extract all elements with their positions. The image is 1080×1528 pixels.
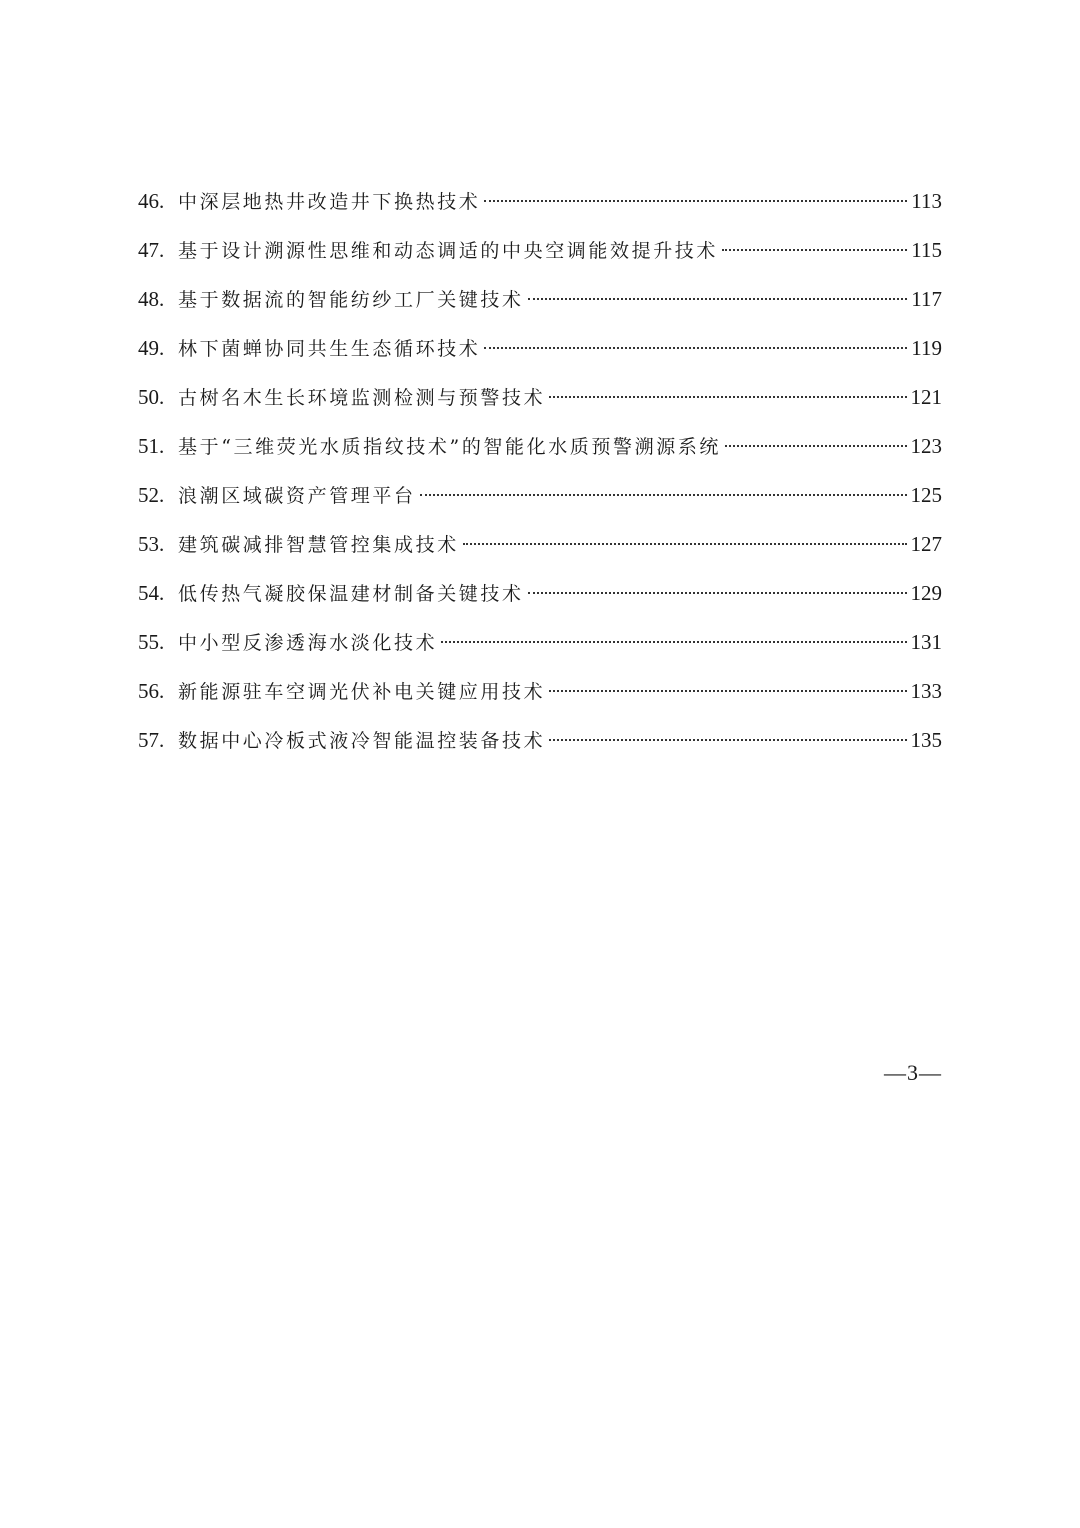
toc-entry-page: 129	[910, 581, 942, 605]
toc-entry-page: 117	[911, 287, 942, 311]
toc-entry-page: 113	[911, 189, 942, 213]
toc-entry-53	[138, 524, 942, 573]
toc-entry-title: 数据中心冷板式液冷智能温控装备技术	[178, 730, 546, 752]
toc-entry-47	[138, 230, 942, 279]
toc-entry-number: 52.	[138, 483, 165, 507]
dot-leader	[725, 445, 906, 447]
toc-entry-page: 133	[910, 679, 942, 703]
dot-leader	[549, 739, 906, 741]
page-number: —3—	[884, 1060, 942, 1085]
toc-entry-56	[138, 671, 942, 720]
toc-entry-50	[138, 377, 942, 426]
dot-leader	[441, 641, 906, 643]
dot-leader	[549, 690, 906, 692]
toc-entry-48	[138, 279, 942, 328]
dot-leader	[463, 543, 907, 545]
toc-entry-title: 浪潮区域碳资产管理平台	[178, 485, 416, 507]
toc-entry-page: 119	[911, 336, 942, 360]
toc-entry-number: 51.	[138, 434, 165, 458]
toc-entry-title: 低传热气凝胶保温建材制备关键技术	[178, 583, 524, 605]
toc-entry-page: 131	[910, 630, 942, 654]
toc-entry-page: 127	[910, 532, 942, 556]
toc-entry-49	[138, 328, 942, 377]
toc-entry-title: 建筑碳减排智慧管控集成技术	[178, 534, 459, 556]
toc-entry-54	[138, 573, 942, 622]
toc-entry-page: 121	[910, 385, 942, 409]
toc-entry-number: 48.	[138, 287, 165, 311]
toc-entry-page: 115	[911, 238, 942, 262]
toc-entry-55	[138, 622, 942, 671]
table-of-contents	[138, 181, 942, 769]
toc-entry-52	[138, 475, 942, 524]
toc-entry-number: 46.	[138, 189, 165, 213]
toc-entry-title: 中深层地热井改造井下换热技术	[178, 191, 481, 213]
toc-entry-number: 50.	[138, 385, 165, 409]
toc-entry-title: 中小型反渗透海水淡化技术	[178, 632, 438, 654]
toc-entry-number: 53.	[138, 532, 165, 556]
toc-entry-57	[138, 720, 942, 769]
toc-entry-number: 54.	[138, 581, 165, 605]
toc-entry-number: 57.	[138, 728, 165, 752]
toc-entry-title: 基于设计溯源性思维和动态调适的中央空调能效提升技术	[178, 240, 719, 262]
toc-entry-number: 55.	[138, 630, 165, 654]
toc-entry-title: 林下菌蝉协同共生生态循环技术	[178, 338, 481, 360]
dot-leader	[528, 298, 908, 300]
toc-entry-title: 基于数据流的智能纺纱工厂关键技术	[178, 289, 524, 311]
dot-leader	[484, 200, 907, 202]
toc-entry-51	[138, 426, 942, 475]
toc-entry-number: 56.	[138, 679, 165, 703]
toc-entry-title: 基于“三维荧光水质指纹技术”的智能化水质预警溯源系统	[178, 436, 722, 458]
toc-entry-title: 新能源驻车空调光伏补电关键应用技术	[178, 681, 546, 703]
toc-entry-46	[138, 181, 942, 230]
toc-entry-number: 47.	[138, 238, 165, 262]
dot-leader	[528, 592, 907, 594]
toc-entry-page: 125	[910, 483, 942, 507]
dot-leader	[420, 494, 907, 496]
dot-leader	[722, 249, 907, 251]
toc-entry-page: 123	[910, 434, 942, 458]
toc-entry-number: 49.	[138, 336, 165, 360]
toc-entry-title: 古树名木生长环境监测检测与预警技术	[178, 387, 546, 409]
toc-entry-page: 135	[910, 728, 942, 752]
dot-leader	[484, 347, 907, 349]
dot-leader	[549, 396, 906, 398]
